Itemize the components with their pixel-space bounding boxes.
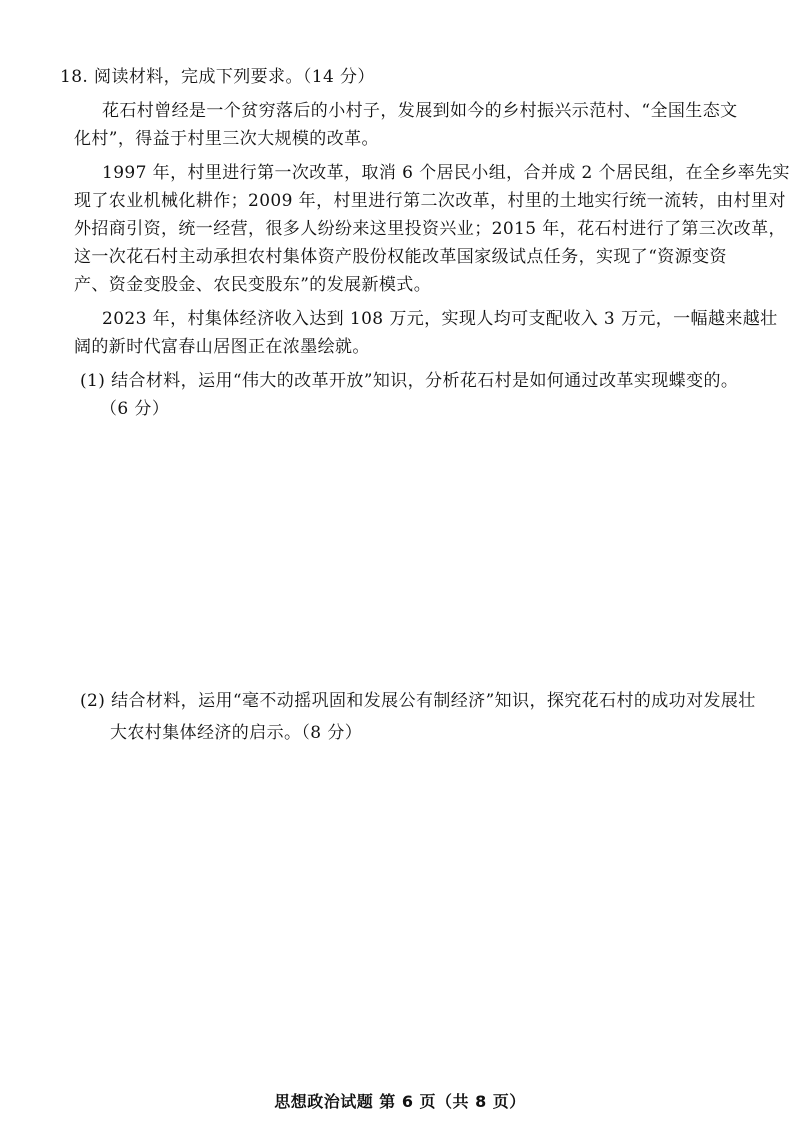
material-paragraph-3-line-1: 2023 年，村集体经济收入达到 108 万元，实现人均可支配收入 3 万元，一幅越来越壮 (102, 309, 778, 329)
material-paragraph-1-line-1: 花石村曾经是一个贫穷落后的小村子，发展到如今的乡村振兴示范村、“全国生态文 (102, 101, 738, 121)
material-paragraph-2-line-5: 产、资金变股金、农民变股东”的发展新模式。 (74, 275, 432, 295)
sub-question-1-points: （6 分） (100, 399, 170, 419)
material-paragraph-2-line-4: 这一次花石村主动承担农村集体资产股份权能改革国家级试点任务，实现了“资源变资 (74, 247, 727, 267)
question-title: 18. 阅读材料，完成下列要求。（14 分） (60, 67, 375, 87)
sub-question-2-line-1: (2) 结合材料，运用“毫不动摇巩固和发展公有制经济”知识，探究花石村的成功对发展壮 (80, 691, 756, 711)
material-paragraph-2-line-2: 现了农业机械化耕作；2009 年，村里进行第二次改革，村里的土地实行统一流转，由村里对 (74, 191, 786, 211)
material-paragraph-1-line-2: 化村”，得益于村里三次大规模的改革。 (74, 129, 379, 149)
page-footer: 思想政治试题 第 6 页（共 8 页） (274, 1092, 526, 1111)
material-paragraph-2-line-3: 外招商引资，统一经营，很多人纷纷来这里投资兴业；2015 年，花石村进行了第三次改革， (74, 219, 786, 239)
material-paragraph-2-line-1: 1997 年，村里进行第一次改革，取消 6 个居民小组，合并成 2 个居民组，在全乡率先实 (102, 163, 790, 183)
sub-question-2-line-2: 大农村集体经济的启示。（8 分） (110, 723, 363, 743)
material-paragraph-3-line-2: 阔的新时代富春山居图正在浓墨绘就。 (74, 337, 370, 357)
sub-question-1-line-1: (1) 结合材料，运用“伟大的改革开放”知识，分析花石村是如何通过改革实现蝶变的。 (80, 371, 739, 391)
